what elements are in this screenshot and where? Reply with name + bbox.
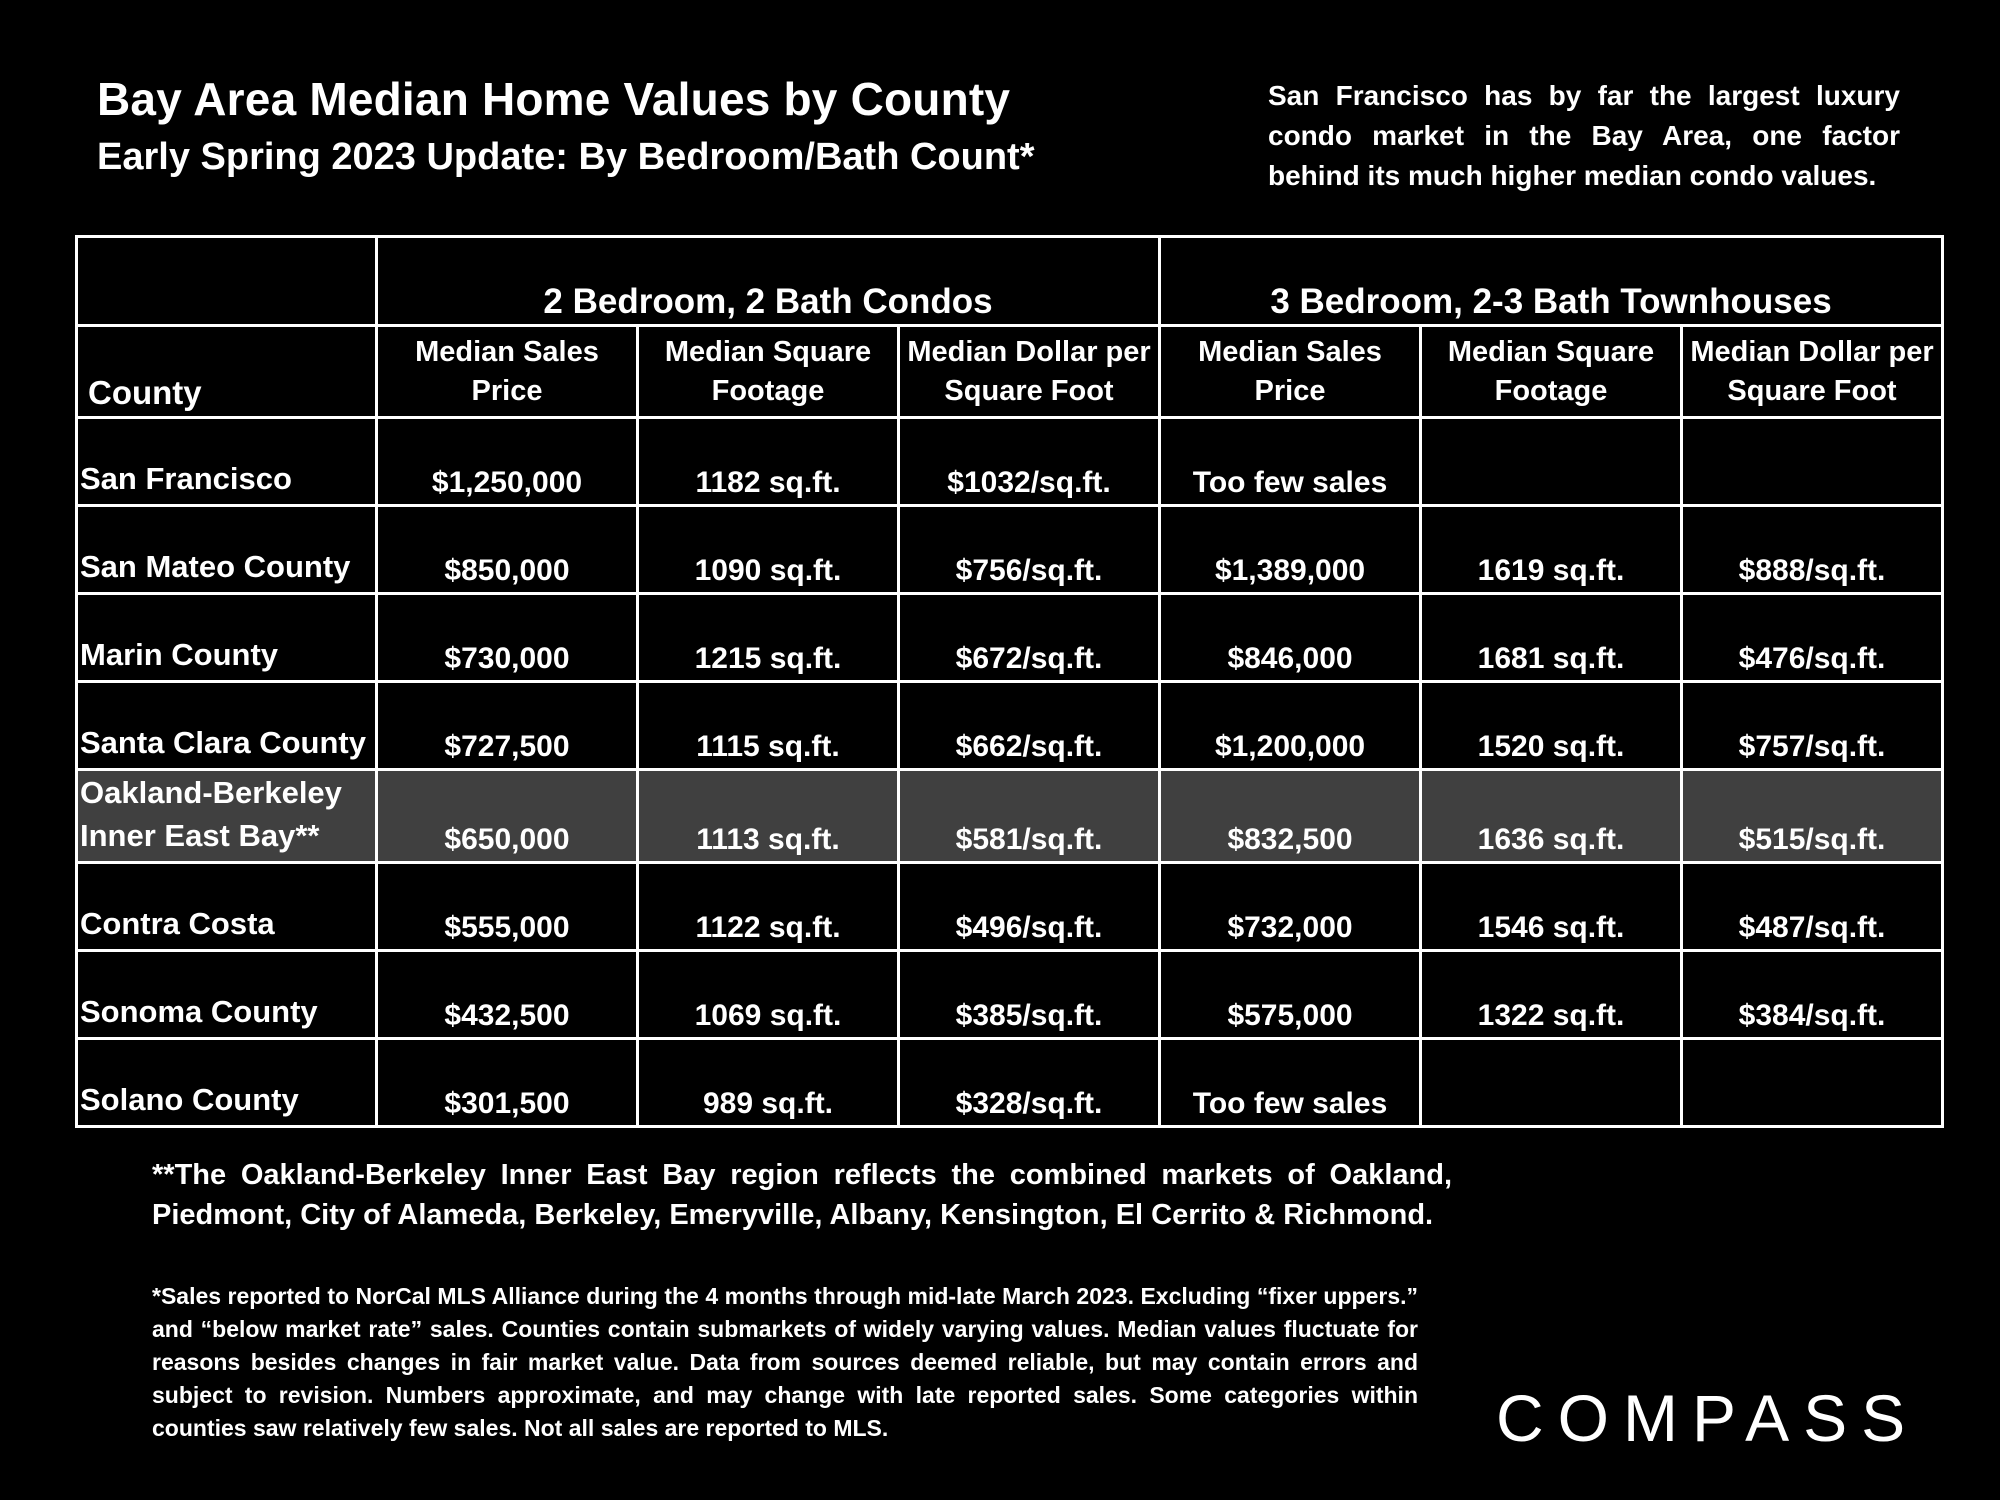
- value-cell: 1090 sq.ft.: [638, 506, 899, 594]
- value-cell: 989 sq.ft.: [638, 1039, 899, 1127]
- county-cell: Solano County: [77, 1039, 377, 1127]
- value-cell: $730,000: [377, 594, 638, 682]
- county-cell: San Mateo County: [77, 506, 377, 594]
- value-cell: $757/sq.ft.: [1682, 682, 1943, 770]
- value-cell: $385/sq.ft.: [899, 951, 1160, 1039]
- group-header-row: [77, 237, 1943, 326]
- value-cell: $846,000: [1160, 594, 1421, 682]
- value-cell: $432,500: [377, 951, 638, 1039]
- sources-footnote: *Sales reported to NorCal MLS Alliance during the 4 months through mid-late March 2023. Excluding “fixer uppers.” and “below market rate” sales. Counties contain submarkets of widely varying values. Median values fluctuate for reasons besides changes in fair market value. Data from sources deemed reliable, but may contain errors and subject to revision. Numbers approximate, and may change with late reported sales. Some categories within counties saw relatively few sales. Not all sales are reported to MLS.: [152, 1283, 1418, 1441]
- value-cell: $756/sq.ft.: [899, 506, 1160, 594]
- county-cell: Oakland-Berkeley Inner East Bay**: [77, 770, 377, 863]
- value-cell: 1681 sq.ft.: [1421, 594, 1682, 682]
- value-cell: Too few sales: [1160, 1039, 1421, 1127]
- value-cell: $672/sq.ft.: [899, 594, 1160, 682]
- value-cell: [1421, 418, 1682, 506]
- value-cell: $384/sq.ft.: [1682, 951, 1943, 1039]
- group-header-townhouses: 3 Bedroom, 2-3 Bath Townhouses: [1160, 237, 1943, 326]
- column-header: Median Dollar per Square Foot: [899, 326, 1160, 418]
- home-values-table: [75, 235, 1944, 1128]
- value-cell: $515/sq.ft.: [1682, 770, 1943, 863]
- table-row: [77, 418, 1943, 506]
- value-cell: $850,000: [377, 506, 638, 594]
- value-cell: $496/sq.ft.: [899, 863, 1160, 951]
- value-cell: 1122 sq.ft.: [638, 863, 899, 951]
- column-header: Median Square Footage: [1421, 326, 1682, 418]
- value-cell: 1619 sq.ft.: [1421, 506, 1682, 594]
- column-header: Median Sales Price: [1160, 326, 1421, 418]
- value-cell: 1215 sq.ft.: [638, 594, 899, 682]
- table-row: [77, 863, 1943, 951]
- value-cell: $650,000: [377, 770, 638, 863]
- value-cell: 1322 sq.ft.: [1421, 951, 1682, 1039]
- table-row-highlighted: [77, 770, 1943, 863]
- value-cell: $1,389,000: [1160, 506, 1421, 594]
- group-header-condos: 2 Bedroom, 2 Bath Condos: [377, 237, 1160, 326]
- column-header: Median Sales Price: [377, 326, 638, 418]
- value-cell: $328/sq.ft.: [899, 1039, 1160, 1127]
- page-subtitle: Early Spring 2023 Update: By Bedroom/Bath Count*: [97, 136, 1035, 178]
- value-cell: $727,500: [377, 682, 638, 770]
- value-cell: $1,250,000: [377, 418, 638, 506]
- region-footnote: **The Oakland-Berkeley Inner East Bay region reflects the combined markets of Oakland, Piedmont, City of Alameda, Berkeley, Emeryville, Albany, Kensington, El Cerrito & Richmond.: [152, 1159, 1452, 1231]
- page-title: Bay Area Median Home Values by County: [97, 73, 1011, 125]
- table-row: [77, 682, 1943, 770]
- value-cell: $732,000: [1160, 863, 1421, 951]
- value-cell: $1,200,000: [1160, 682, 1421, 770]
- value-cell: $555,000: [377, 863, 638, 951]
- value-cell: $1032/sq.ft.: [899, 418, 1160, 506]
- value-cell: [1682, 418, 1943, 506]
- value-cell: [1682, 1039, 1943, 1127]
- value-cell: Too few sales: [1160, 418, 1421, 506]
- county-cell: Sonoma County: [77, 951, 377, 1039]
- table-row: [77, 1039, 1943, 1127]
- column-header-row: [77, 326, 1943, 418]
- value-cell: $487/sq.ft.: [1682, 863, 1943, 951]
- value-cell: [1421, 1039, 1682, 1127]
- value-cell: $662/sq.ft.: [899, 682, 1160, 770]
- value-cell: 1069 sq.ft.: [638, 951, 899, 1039]
- side-note: San Francisco has by far the largest luxury condo market in the Bay Area, one factor behind its much higher median condo values.: [1268, 80, 1900, 191]
- value-cell: $301,500: [377, 1039, 638, 1127]
- county-cell: Marin County: [77, 594, 377, 682]
- county-cell: Santa Clara County: [77, 682, 377, 770]
- table-row: [77, 594, 1943, 682]
- value-cell: 1546 sq.ft.: [1421, 863, 1682, 951]
- compass-logo: COMPASS: [1496, 1381, 1920, 1455]
- table-row: [77, 506, 1943, 594]
- value-cell: 1182 sq.ft.: [638, 418, 899, 506]
- county-cell: Contra Costa: [77, 863, 377, 951]
- column-header: Median Dollar per Square Foot: [1682, 326, 1943, 418]
- table-row: [77, 951, 1943, 1039]
- county-cell: San Francisco: [77, 418, 377, 506]
- value-cell: $888/sq.ft.: [1682, 506, 1943, 594]
- value-cell: 1115 sq.ft.: [638, 682, 899, 770]
- column-header: Median Square Footage: [638, 326, 899, 418]
- value-cell: $581/sq.ft.: [899, 770, 1160, 863]
- empty-corner-cell: [77, 237, 377, 326]
- column-header-county: County: [77, 326, 377, 418]
- value-cell: 1113 sq.ft.: [638, 770, 899, 863]
- value-cell: $476/sq.ft.: [1682, 594, 1943, 682]
- value-cell: 1520 sq.ft.: [1421, 682, 1682, 770]
- value-cell: $832,500: [1160, 770, 1421, 863]
- value-cell: 1636 sq.ft.: [1421, 770, 1682, 863]
- value-cell: $575,000: [1160, 951, 1421, 1039]
